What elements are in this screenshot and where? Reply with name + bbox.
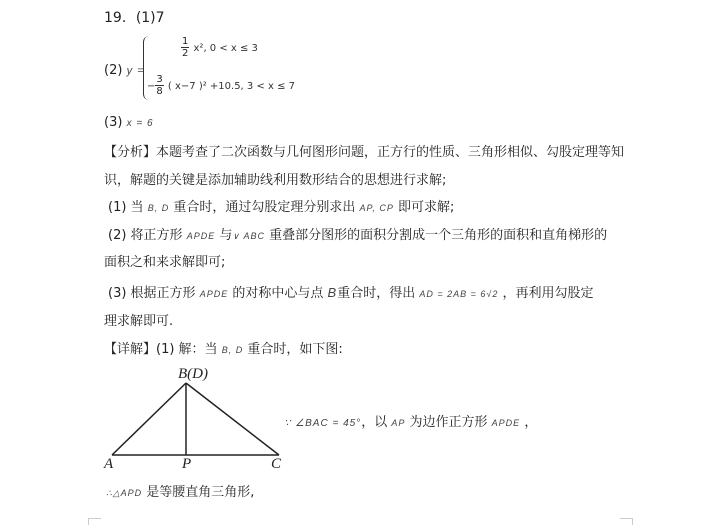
numerator: 1 xyxy=(182,36,189,47)
page-corner-mark xyxy=(620,518,633,525)
detail-line: 【详解】(1) 解：当 B, D 重合时，如下图: xyxy=(104,342,343,357)
analysis-point-1: (1) 当 B, D 重合时，通过勾股定理分别求出 AP, CP 即可求解; xyxy=(108,200,455,215)
analysis-line-1: 【分析】本题考查了二次函数与几何图形问题，正方行的性质、三角形相似、勾股定理等知 xyxy=(104,145,625,160)
expression: x², 0 < x ≤ 3 xyxy=(193,43,258,54)
q3-label: (3) xyxy=(104,115,123,130)
page-corner-mark xyxy=(88,518,101,525)
numerator: 3 xyxy=(156,74,163,85)
therefore-line: ∴△APD 是等腰直角三角形, xyxy=(106,485,255,500)
expression: ( x−7 )² +10.5, 3 < x ≤ 7 xyxy=(167,81,296,92)
question-number: 19．(1)7 xyxy=(104,10,165,26)
side-bc xyxy=(186,383,279,455)
label-a: A xyxy=(104,456,114,472)
label-b: B(D) xyxy=(178,366,208,382)
q3-expr: x = 6 xyxy=(126,118,154,129)
label-c: C xyxy=(271,456,282,472)
analysis-point-2: (2) 将正方形 APDE 与∨ ABC 重叠部分图形的面积分割成一个三角形的面积和直角梯形的 xyxy=(108,228,608,243)
label-p: P xyxy=(182,456,192,472)
analysis-point-3: (3) 根据正方形 APDE 的对称中心与点 B重合时，得出 AD = 2AB = 6√2 ，再利用勾股定 xyxy=(108,285,594,301)
analysis-point-2-cont: 面积之和来求解即可; xyxy=(104,255,226,270)
because-line: ∵ ∠BAC = 45°，以 AP 为边作正方形 APDE ， xyxy=(284,415,538,430)
sign: − xyxy=(147,81,156,92)
denominator: 2 xyxy=(182,48,189,59)
q2-y: y = xyxy=(126,65,145,77)
q2-num: (2) xyxy=(104,63,123,78)
side-ab xyxy=(112,383,186,455)
analysis-line-2: 识，解题的关键是添加辅助线利用数形结合的思想进行求解; xyxy=(104,173,447,188)
denominator: 8 xyxy=(156,86,163,97)
analysis-point-3-cont: 理求解即可. xyxy=(104,314,174,329)
